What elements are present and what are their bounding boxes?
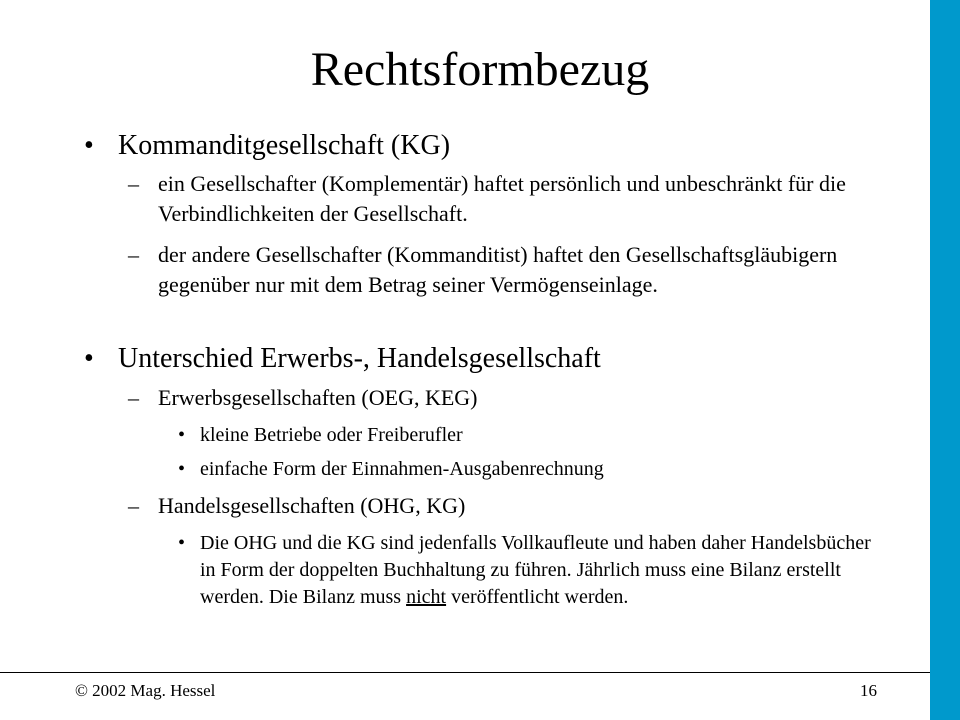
dash-marker: – bbox=[128, 242, 139, 267]
handels-point-ohg-kg bbox=[200, 530, 890, 611]
slide-number: 16 bbox=[860, 681, 877, 700]
footer-divider bbox=[0, 672, 930, 673]
footer-copyright: © 2002 Mag. Hessel bbox=[75, 681, 216, 700]
handelsgesellschaften-text: Handelsgesellschaften (OHG, KG) bbox=[158, 493, 466, 518]
dash-marker: – bbox=[128, 493, 139, 518]
bullet-kg-label: Kommanditgesellschaft (KG) bbox=[118, 130, 451, 161]
handels-point-text: Die OHG und die KG sind jedenfalls Vollkaufleute und haben daher Handelsbücher in Form der doppelten Buchhaltung zu führen. Jährlich muss eine Bilanz erstellt werden. Die Bilanz muss bbox=[200, 532, 871, 608]
underlined-nicht: nicht bbox=[406, 586, 447, 608]
dash-marker: – bbox=[128, 171, 139, 196]
kg-kommanditist-text: der andere Gesellschafter (Kommanditist) haftet den Gesellschaftsgläubigern gegenüber nur mit dem Betrag seiner Vermögenseinlage. bbox=[158, 242, 838, 297]
dash-marker: – bbox=[128, 385, 139, 410]
bullet-marker: • bbox=[84, 343, 94, 374]
small-bullet-marker: • bbox=[178, 458, 186, 480]
erwerbsgesellschaften-text: Erwerbsgesellschaften (OEG, KEG) bbox=[158, 385, 478, 410]
bullet-unterschied-label: Unterschied Erwerbs-, Handelsgesellschaft bbox=[118, 343, 601, 374]
small-bullet-marker: • bbox=[178, 532, 186, 554]
bullet-marker: • bbox=[84, 130, 94, 161]
slide-title: Rechtsformbezug bbox=[310, 43, 650, 96]
erwerbs-point-einnahmen: einfache Form der Einnahmen-Ausgabenrechnung bbox=[200, 458, 604, 480]
erwerbs-point-betriebe: kleine Betriebe oder Freiberufler bbox=[200, 424, 463, 446]
kg-komplementaer-text: ein Gesellschafter (Komplementär) haftet persönlich und unbeschränkt für die Verbindlichkeiten der Gesellschaft. bbox=[158, 171, 846, 226]
handels-point-text-end: veröffentlicht werden. bbox=[446, 586, 629, 608]
small-bullet-marker: • bbox=[178, 424, 186, 446]
